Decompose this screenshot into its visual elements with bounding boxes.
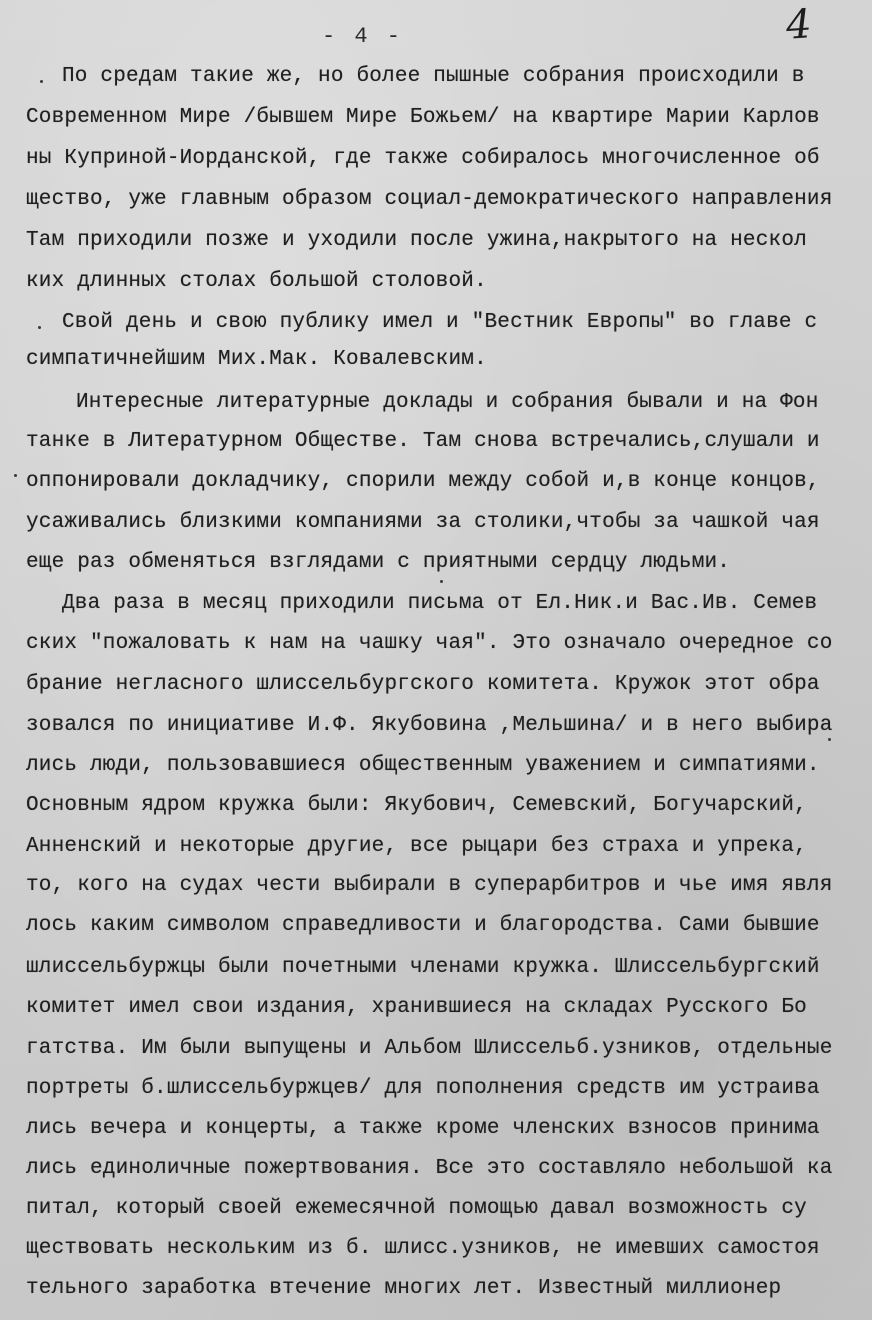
text-line: лись единоличные пожертвования. Все это составляло небольшой ка (26, 1157, 833, 1180)
text-line: комитет имел свои издания, хранившиеся на складах Русского Бо (26, 996, 807, 1019)
text-line: шлиссельбуржцы были почетными членами кружка. Шлиссельбургский (26, 956, 820, 979)
text-line: ществовать нескольким из б. шлисс.узников, не имевших самостоя (26, 1237, 820, 1260)
scan-speck (828, 738, 831, 741)
scan-speck (14, 474, 17, 477)
text-line: портреты б.шлиссельбуржцев/ для пополнения средств им устраива (26, 1077, 820, 1100)
scan-speck (40, 80, 43, 83)
text-line: Современном Мире /бывшем Мире Божьем/ на квартире Марии Карлов (26, 106, 820, 129)
text-line: Там приходили позже и уходили после ужина,накрытого на нескол (26, 229, 807, 252)
text-line: лись люди, пользовавшиеся общественным уважением и симпатиями. (26, 754, 820, 777)
text-line: гатства. Им были выпущены и Альбом Шлиссельб.узников, отдельные (26, 1037, 833, 1060)
text-line: щество, уже главным образом социал-демократического направления (26, 188, 833, 211)
text-line: симпатичнейшим Мих.Мак. Ковалевским. (26, 348, 487, 371)
text-line: ких длинных столах большой столовой. (26, 270, 487, 293)
text-line: зовался по инициативе И.Ф. Якубовина ,Мельшина/ и в него выбира (26, 714, 833, 737)
text-line: тельного заработка втечение многих лет. Известный миллионер (26, 1277, 782, 1300)
text-line: питал, который своей ежемесячной помощью давал возможность су (26, 1197, 807, 1220)
text-line: брание негласного шлиссельбургского комитета. Кружок этот обра (26, 673, 820, 696)
scan-speck (440, 580, 443, 583)
text-line: Свой день и свою публику имел и "Вестник Европы" во главе с (62, 311, 818, 334)
text-line: Интересные литературные доклады и собрания бывали и на Фон (76, 391, 819, 414)
text-line: оппонировали докладчику, спорили между собой и,в конце концов, (26, 470, 820, 493)
text-line: Анненский и некоторые другие, все рыцари без страха и упрека, (26, 835, 807, 858)
text-line: усаживались близкими компаниями за столики,чтобы за чашкой чая (26, 511, 820, 534)
text-line: ны Куприной-Иорданской, где также собиралось многочисленное об (26, 147, 820, 170)
text-line: ских "пожаловать к нам на чашку чая". Это означало очередное со (26, 632, 833, 655)
text-line: Два раза в месяц приходили письма от Ел.Ник.и Вас.Ив. Семев (62, 592, 818, 615)
text-line: лось каким символом справедливости и благородства. Сами бывшие (26, 914, 820, 937)
scan-speck (38, 326, 41, 329)
text-line: еще раз обменяться взглядами с приятными сердцу людьми. (26, 551, 731, 574)
page-number: - 4 - (322, 24, 404, 49)
text-line: танке в Литературном Обществе. Там снова встречались,слушали и (26, 430, 820, 453)
text-line: По средам такие же, но более пышные собрания происходили в (62, 65, 805, 88)
text-line: лись вечера и концерты, а также кроме членских взносов принима (26, 1117, 820, 1140)
text-line: Основным ядром кружка были: Якубович, Семевский, Богучарский, (26, 794, 807, 817)
handwritten-page-number: 4 (784, 1, 814, 49)
text-line: то, кого на судах чести выбирали в суперарбитров и чье имя явля (26, 874, 833, 897)
